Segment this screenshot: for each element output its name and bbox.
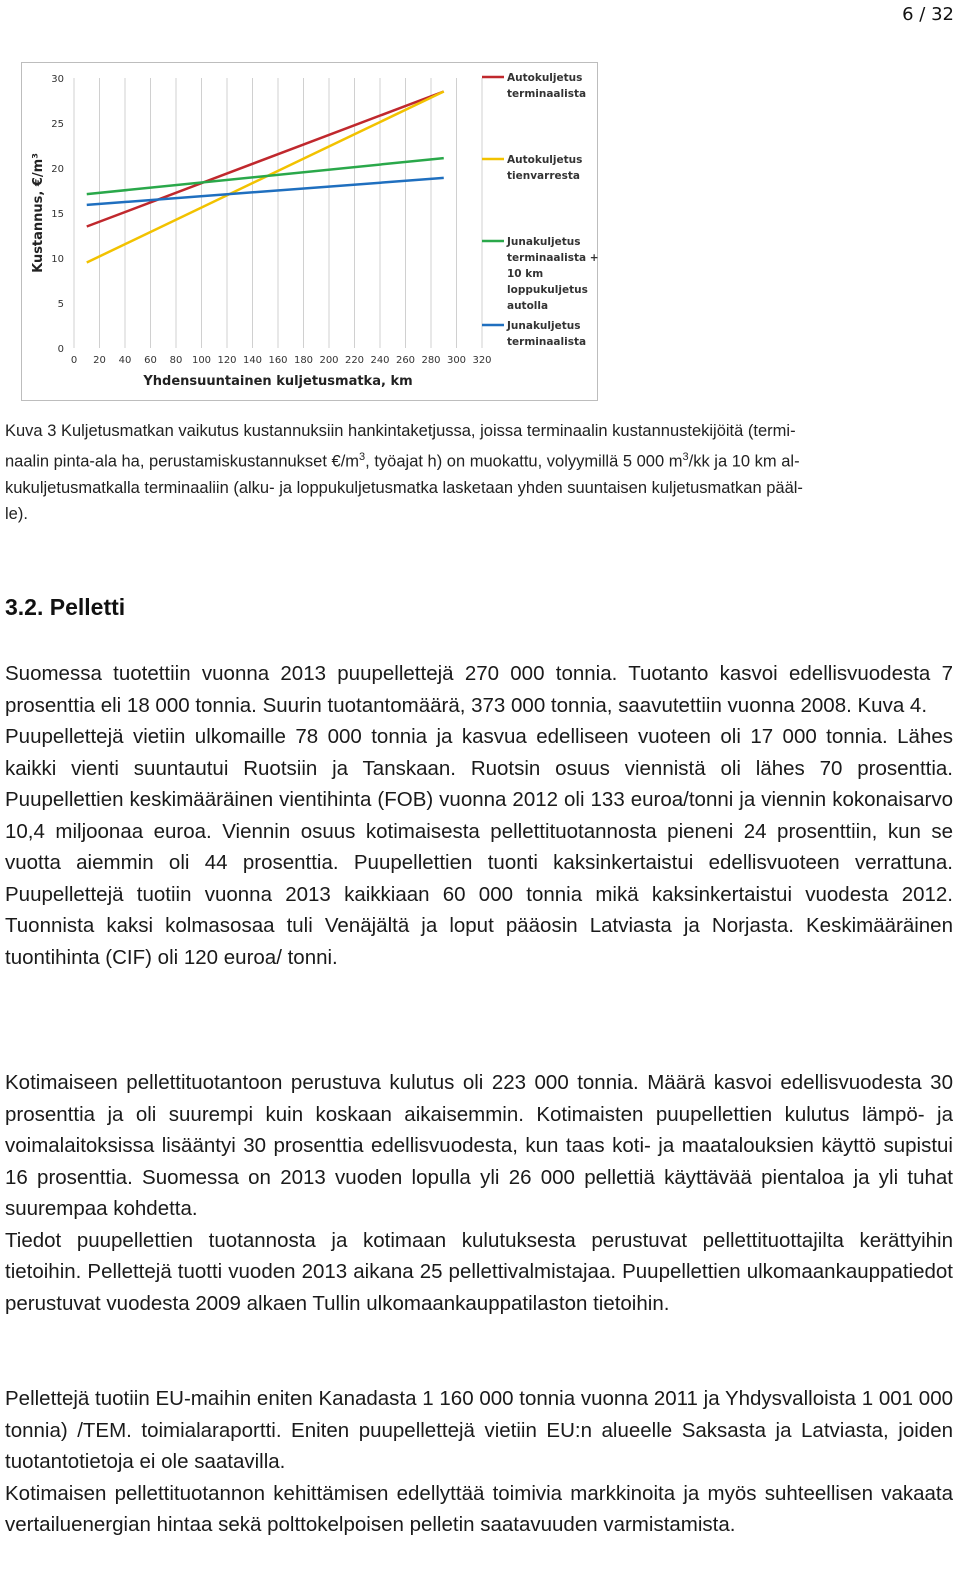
legend-label: Autokuljetus <box>507 72 583 84</box>
legend-label: terminaalista <box>507 88 587 100</box>
paragraph-block <box>5 1067 953 1319</box>
x-tick-label: 100 <box>191 355 212 366</box>
caption-line: kukuljetusmatkalla terminaaliin (alku- ja loppukuljetusmatka lasketaan yhden suuntaisen kuljetusmatkan pääl- <box>5 478 803 497</box>
series-line <box>87 158 444 194</box>
series-line <box>87 92 444 227</box>
legend-label: terminaalista + <box>507 252 599 264</box>
x-tick-label: 240 <box>370 355 390 366</box>
body-paragraph: Kotimaisen pellettituotannon kehittämisen edellyttää toimivia markkinoita ja myös suhteellisen vakaata vertailuenergian hintaa sekä polttokelpoisen pelletin saatavuuden varmistamista. <box>5 1481 953 1536</box>
legend-label: loppukuljetus <box>507 284 588 296</box>
x-tick-label: 0 <box>70 355 78 366</box>
y-axis-title: Kustannus, €/m³ <box>31 153 46 273</box>
body-paragraph: Pellettejä tuotiin EU-maihin eniten Kanadasta 1 160 000 tonnia vuonna 2011 ja Yhdysvalloista 1 001 000 tonnia) /TEM. toimialaraportti. Eniten puupellettejä vietiin EU:n alueelle Saksasta ja Latviasta, joiden tuotantotietoja ei ole saatavilla. <box>5 1387 953 1473</box>
x-tick-label: 120 <box>217 355 237 366</box>
caption-line: Kuva 3 Kuljetusmatkan vaikutus kustannuksiin hankintaketjussa, joissa terminaalin kustannustekijöitä (termi- <box>5 422 796 440</box>
legend-label: autolla <box>507 300 549 312</box>
caption-line: naalin pinta-ala ha, perustamiskustannukset $€/m^3$, työajat h) on muokattu, volyymillä 5 000 $m^3/kk$ ja 10 km al- <box>5 451 800 471</box>
x-tick-label: 40 <box>118 355 132 366</box>
y-tick-label: 30 <box>51 74 64 85</box>
section-heading: 3.2. Pelletti <box>5 594 126 620</box>
legend-label: 10 km <box>507 268 544 280</box>
x-tick-label: 140 <box>242 355 263 366</box>
legend-label: Junakuljetus <box>507 320 581 332</box>
x-tick-label: 220 <box>344 355 365 366</box>
body-paragraph: Suomessa tuotettiin vuonna 2013 puupellettejä 270 000 tonnia. Tuotanto kasvoi edellisvuodesta 7 prosenttia eli 18 000 tonnia. Suurin tuotantomäärä, 373 000 tonnia, saavutettiin vuonna 2008. Kuva 4. <box>5 662 953 717</box>
x-tick-label: 20 <box>93 355 106 366</box>
y-tick-label: 10 <box>51 254 64 265</box>
x-tick-label: 260 <box>395 355 416 366</box>
legend-label: terminaalista <box>507 336 587 348</box>
legend-label: Junakuljetus <box>507 236 581 248</box>
paragraph-block <box>5 1383 953 1541</box>
x-tick-label: 280 <box>421 355 441 366</box>
cost-chart-figure <box>21 62 598 401</box>
body-paragraph: Puupellettejä vietiin ulkomaille 78 000 tonnia ja kasvua edelliseen vuoteen oli 17 000 tonnia. Lähes kaikki vienti suuntautui Ruotsiin ja Tanskaan. Ruotsin osuus viennistä oli lähes 70 prosenttia. Puupellettien keskimääräinen vientihinta (FOB) vuonna 2012 oli 133 euroa/tonni ja viennin kokonaisarvo 10,4 miljoonaa euroa. Viennin osuus kotimaisesta pellettituotannosta pieneni 24 prosenttiin, kun se vuotta aiemmin oli 44 prosenttia. Puupellettien tuonti kaksinkertaistui edellisvuoteen verrattuna. Puupellettejä tuotiin vuonna 2013 kaikkiaan 60 000 tonnia mikä kaksinkertaistui vuodesta 2012. Tuonnista kaksi kolmasosaa tuli Venäjältä ja loput pääosin Latviasta ja Norjasta. Keskimääräinen tuontihinta (CIF) oli 120 euroa/ tonni. <box>5 725 953 969</box>
series-line <box>87 178 444 205</box>
body-paragraph: Tiedot puupellettien tuotannosta ja kotimaan kulutuksesta perustuvat pellettituottajilta kerättyihin tietoihin. Pellettejä tuotti vuoden 2013 aikana 25 pellettivalmistajaa. Puupellettien ulkomaankauppatiedot perustuvat vuodesta 2009 alkaen Tullin ulkomaankauppatilaston tietoihin. <box>5 1228 953 1315</box>
y-tick-label: 25 <box>51 119 64 130</box>
y-tick-label: 5 <box>57 299 64 310</box>
x-tick-label: 320 <box>472 355 492 366</box>
page-number: 6 / 32 <box>902 4 954 25</box>
paragraph-block <box>5 658 953 973</box>
x-axis-title: Yhdensuuntainen kuljetusmatka, km <box>143 374 413 389</box>
legend-label: Autokuljetus <box>507 154 583 166</box>
cost-chart <box>22 63 599 402</box>
y-tick-label: 20 <box>51 164 64 175</box>
x-tick-label: 300 <box>446 355 467 366</box>
body-paragraph: Kotimaiseen pellettituotantoon perustuva kulutus oli 223 000 tonnia. Määrä kasvoi edellisvuodesta 30 prosenttia ja oli suurempi kuin koskaan aikaisemmin. Kotimaisten puupellettien kulutus lämpö- ja voimalaitoksissa lisääntyi 30 prosenttia edellisvuodesta, kun taas koti- ja maatalouksien käyttö supistui 16 prosenttia. Suomessa on 2013 vuoden lopulla yli 26 000 pellettiä käyttävää pientaloa ja yli tuhat suurempaa kohdetta. <box>5 1071 953 1220</box>
x-tick-label: 200 <box>319 355 339 366</box>
x-tick-label: 60 <box>144 355 157 366</box>
y-tick-label: 15 <box>51 209 64 220</box>
caption-line: le). <box>5 504 28 523</box>
x-tick-label: 160 <box>268 355 288 366</box>
y-tick-label: 0 <box>57 344 64 355</box>
x-tick-label: 180 <box>293 355 314 366</box>
figure-caption <box>5 418 950 527</box>
legend-label: tienvarresta <box>507 170 580 182</box>
x-tick-label: 80 <box>169 355 183 366</box>
